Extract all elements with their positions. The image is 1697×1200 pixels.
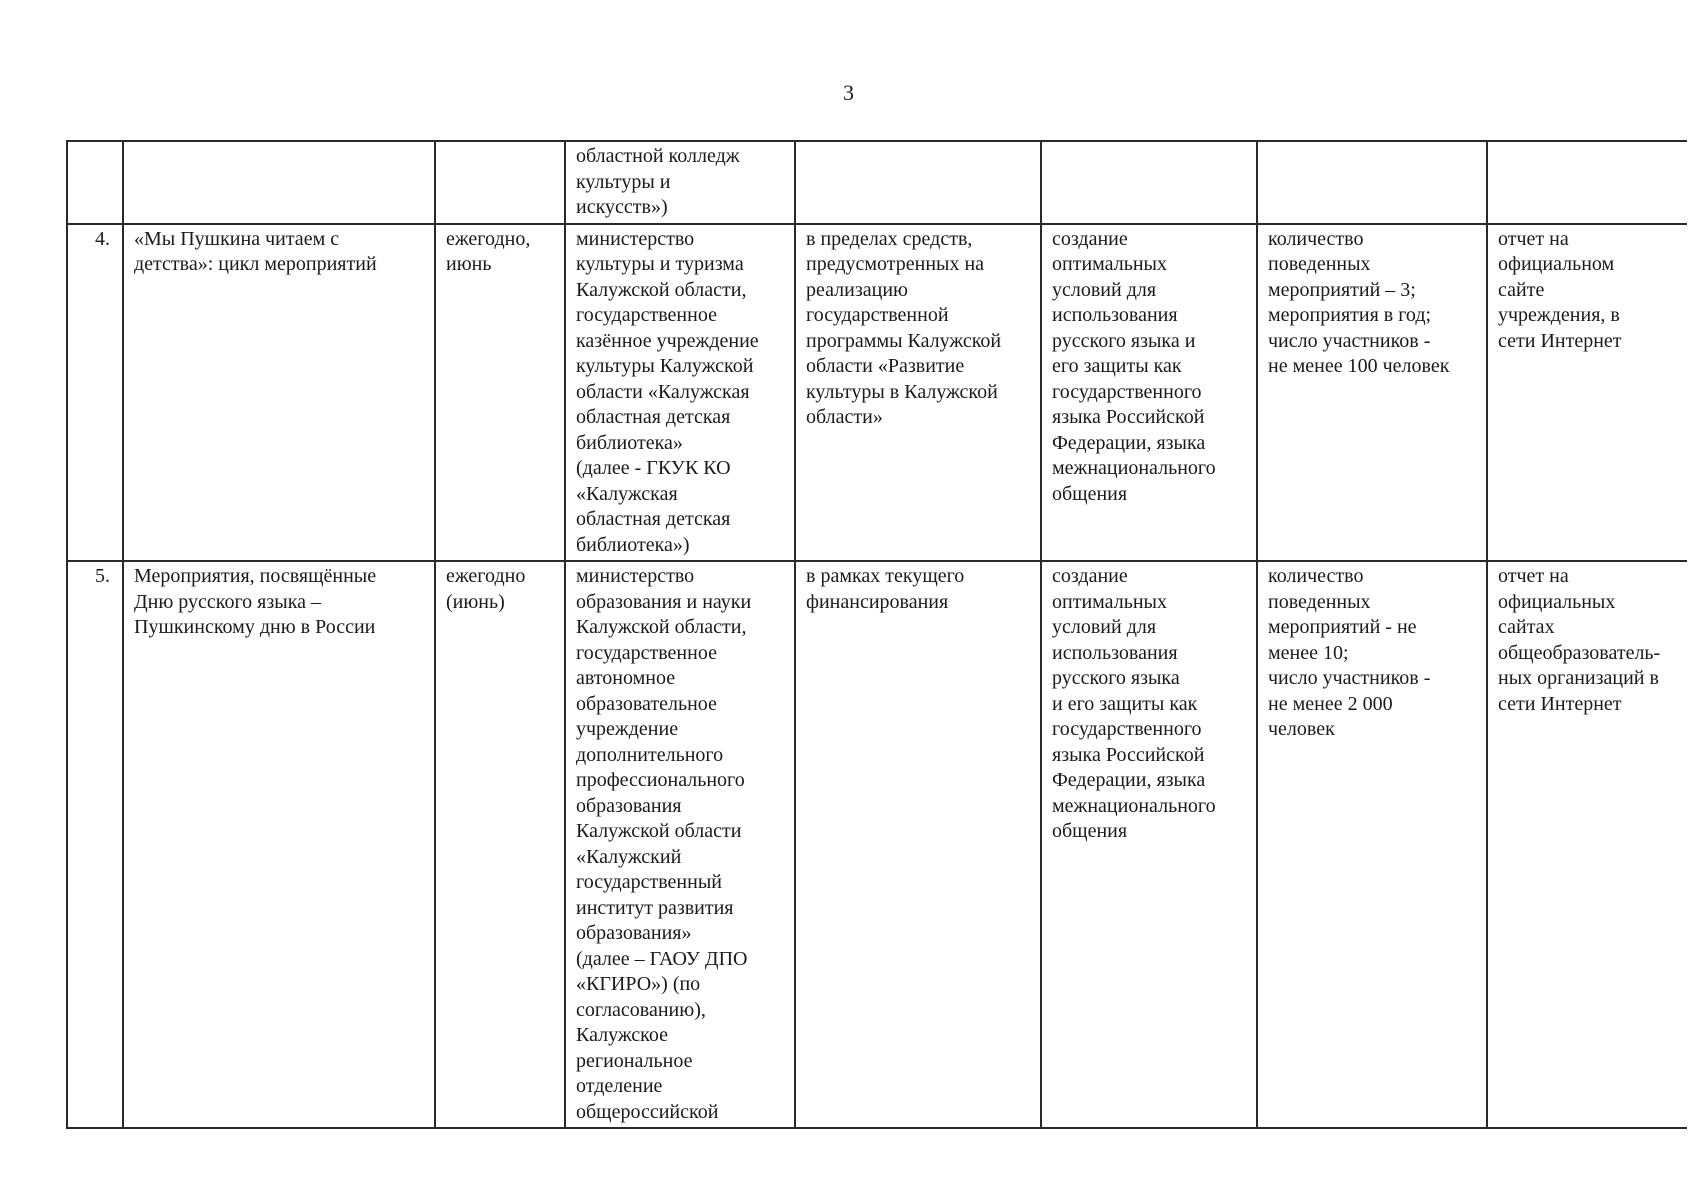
row-number: 5. [67,561,123,1128]
term-cell [435,141,565,224]
result-cell: создание оптимальных условий для использования русского языка и его защиты как государственного языка Российской Федерации, языка межнационального общения [1041,224,1257,562]
plan-table [66,140,1687,1129]
row-number: 4. [67,224,123,562]
funding-cell [795,141,1041,224]
table-row [67,561,1687,1128]
event-cell [123,141,435,224]
term-cell: ежегодно (июнь) [435,561,565,1128]
report-cell: отчет на официальном сайте учреждения, в сети Интернет [1487,224,1687,562]
term-cell: ежегодно, июнь [435,224,565,562]
table-row [67,224,1687,562]
executor-cell: областной колледж культуры и искусств») [565,141,795,224]
indicator-cell: количество поведенных мероприятий – 3; мероприятия в год; число участников - не менее 100 человек [1257,224,1487,562]
row-number [67,141,123,224]
indicator-cell: количество поведенных мероприятий - не менее 10; число участников - не менее 2 000 человек [1257,561,1487,1128]
report-cell [1487,141,1687,224]
funding-cell: в пределах средств, предусмотренных на реализацию государственной программы Калужской области «Развитие культуры в Калужской области» [795,224,1041,562]
result-cell: создание оптимальных условий для использования русского языка и его защиты как государственного языка Российской Федерации, языка межнационального общения [1041,561,1257,1128]
result-cell [1041,141,1257,224]
page-number: 3 [843,80,854,105]
event-cell: Мероприятия, посвящённые Дню русского языка – Пушкинскому дню в России [123,561,435,1128]
report-cell: отчет на официальных сайтах общеобразователь- ных организаций в сети Интернет [1487,561,1687,1128]
executor-cell: министерство образования и науки Калужской области, государственное автономное образовательное учреждение дополнительного профессионального образования Калужской области «Калужский государственный институт развития образования» (далее – ГАОУ ДПО «КГИРО») (по согласованию), Калужское региональное отделение общероссийской [565,561,795,1128]
funding-cell: в рамках текущего финансирования [795,561,1041,1128]
executor-cell: министерство культуры и туризма Калужской области, государственное казённое учреждение культуры Калужской области «Калужская областная детская библиотека» (далее - ГКУК КО «Калужская областная детская библиотека») [565,224,795,562]
event-cell: «Мы Пушкина читаем с детства»: цикл мероприятий [123,224,435,562]
indicator-cell [1257,141,1487,224]
table-row [67,141,1687,224]
